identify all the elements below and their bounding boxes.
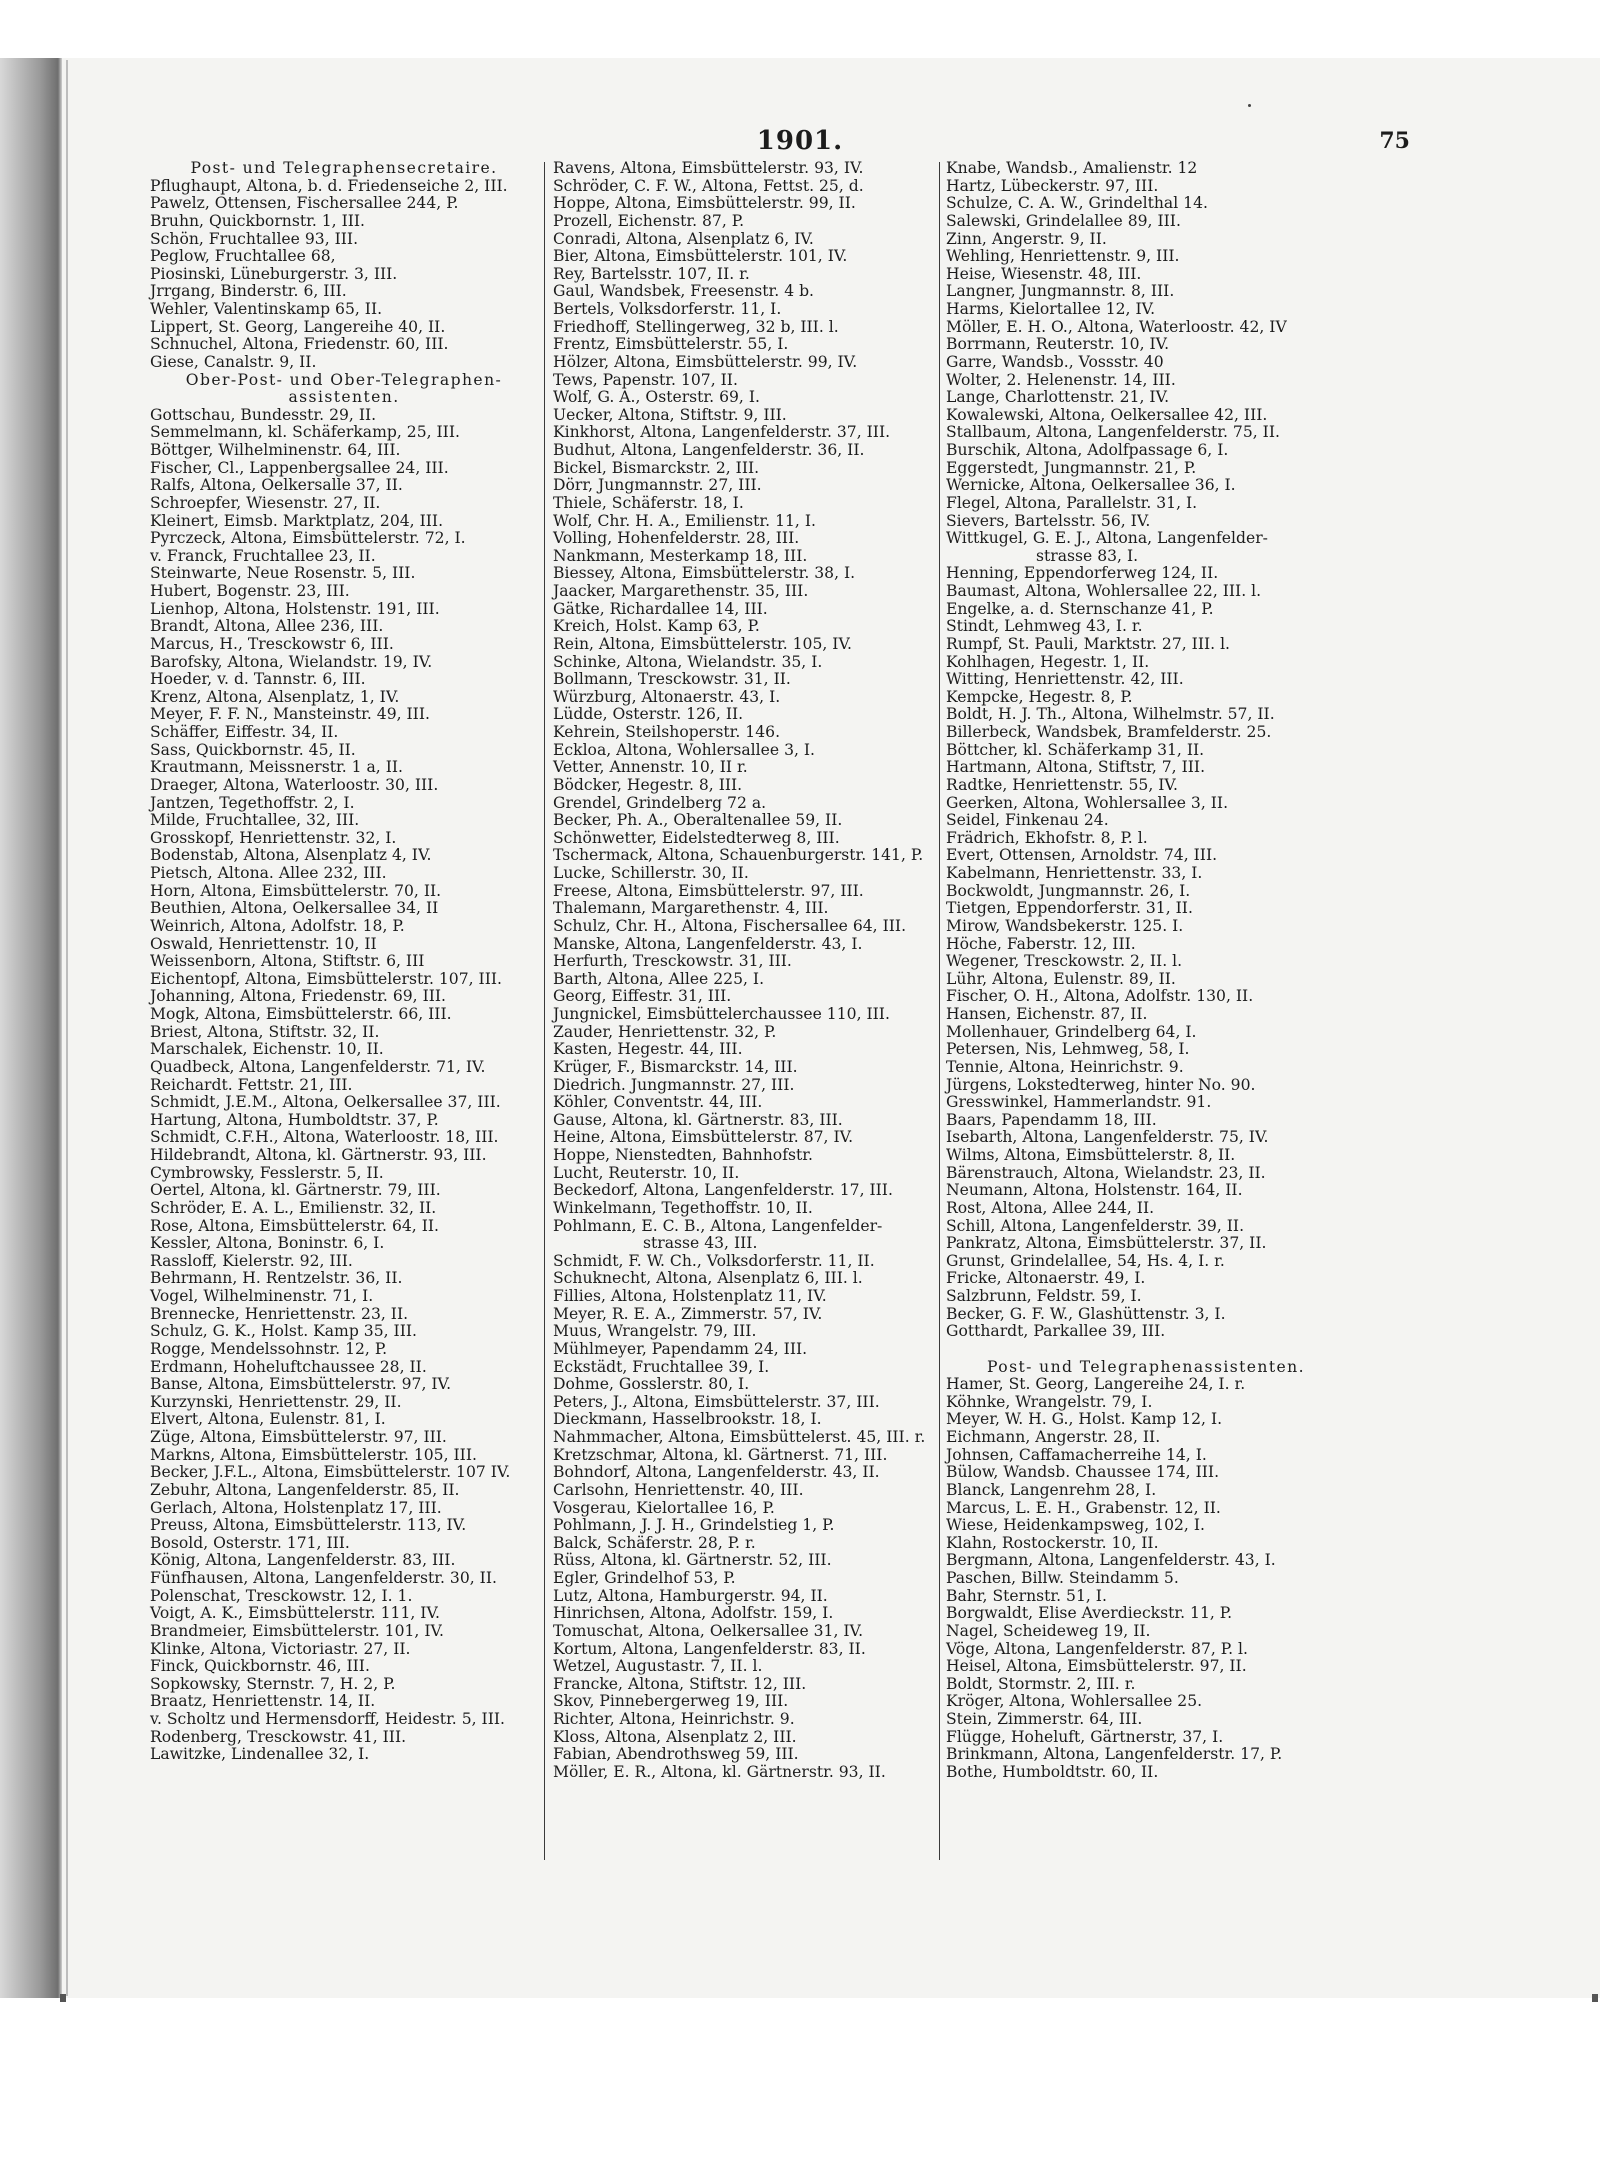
directory-entry: Oertel, Altona, kl. Gärtnerstr. 79, III. (150, 1181, 441, 1200)
directory-entry: Herfurth, Tresckowstr. 31, III. (553, 952, 792, 971)
directory-entry: Schmidt, J.E.M., Altona, Oelkersallee 37, III. (150, 1093, 501, 1112)
directory-entry: Peters, J., Altona, Eimsbüttelerstr. 37, III. (553, 1392, 880, 1411)
directory-entry: Behrmann, H. Rentzelstr. 36, II. (150, 1269, 403, 1288)
directory-entry: Rumpf, St. Pauli, Marktstr. 27, III. l. (946, 634, 1231, 653)
directory-entry: Bollmann, Tresckowstr. 31, II. (553, 670, 791, 689)
directory-entry: Briest, Altona, Stiftstr. 32, II. (150, 1022, 380, 1041)
directory-entry: Schönwetter, Eidelstedterweg 8, III. (553, 828, 840, 847)
directory-entry: Ravens, Altona, Eimsbüttelerstr. 93, IV. (553, 159, 864, 177)
directory-entry: Heine, Altona, Eimsbüttelerstr. 87, IV. (553, 1128, 854, 1147)
directory-entry: Schön, Fruchtallee 93, III. (150, 229, 359, 248)
directory-entry: Schinke, Altona, Wielandstr. 35, I. (553, 652, 823, 671)
directory-entry: Brennecke, Henriettenstr. 23, II. (150, 1304, 409, 1323)
column-left (150, 160, 538, 1764)
directory-entry: Schröder, C. F. W., Altona, Fettst. 25, d. (553, 176, 864, 195)
directory-entry: Möller, E. R., Altona, kl. Gärtnerstr. 93, II. (553, 1762, 886, 1781)
column-rule (939, 162, 940, 1860)
directory-entry: Rüss, Altona, kl. Gärtnerstr. 52, III. (553, 1551, 832, 1570)
directory-entry: Nankmann, Mesterkamp 18, III. (553, 546, 808, 565)
directory-entry: Wehling, Henriettenstr. 9, III. (946, 247, 1180, 266)
directory-entry: Becker, J.F.L., Altona, Eimsbüttelerstr. 107 IV. (150, 1463, 511, 1482)
directory-entry: Lucke, Schillerstr. 30, II. (553, 864, 749, 882)
directory-entry: Kloss, Altona, Alsenplatz 2, III. (553, 1727, 797, 1746)
directory-entry: Wittkugel, G. E. J., Altona, Langenfelder- (946, 529, 1268, 548)
directory-entry: Thiele, Schäferstr. 18, I. (553, 493, 744, 512)
directory-entry: Heisel, Altona, Eimsbüttelerstr. 97, II. (946, 1657, 1247, 1676)
directory-entry: Möller, E. H. O., Altona, Waterloostr. 42, IV (946, 317, 1287, 336)
directory-entry: Kohlhagen, Hegestr. 1, II. (946, 652, 1150, 671)
directory-entry: Lange, Charlottenstr. 21, IV. (946, 388, 1170, 407)
directory-entry: Rey, Bartelsstr. 107, II. r. (553, 264, 750, 283)
directory-entry: Prozell, Eichenstr. 87, P. (553, 211, 745, 230)
directory-entry: Garre, Wandsb., Vossstr. 40 (946, 352, 1164, 371)
directory-entry: Bothe, Humboldtstr. 60, II. (946, 1762, 1159, 1781)
directory-entry: Borrmann, Reuterstr. 10, IV. (946, 335, 1170, 354)
directory-entry: Marcus, L. E. H., Grabenstr. 12, II. (946, 1498, 1221, 1517)
directory-entry: Stallbaum, Altona, Langenfelderstr. 75, II. (946, 423, 1280, 442)
directory-entry: Grunst, Grindelallee, 54, Hs. 4, I. r. (946, 1251, 1225, 1270)
directory-entry: Schäffer, Eiffestr. 34, II. (150, 723, 339, 741)
directory-entry: Harms, Kielortallee 12, IV. (946, 300, 1156, 318)
directory-entry: Kröger, Altona, Wohlersallee 25. (946, 1692, 1203, 1711)
directory-entry: Horn, Altona, Eimsbüttelerstr. 70, II. (150, 881, 442, 900)
directory-entry: Fischer, O. H., Altona, Adolfstr. 130, II. (946, 987, 1254, 1006)
directory-entry: Wegener, Tresckowstr. 2, II. l. (946, 952, 1183, 971)
directory-entry: Lienhop, Altona, Holstenstr. 191, III. (150, 599, 440, 618)
directory-entry: Jaacker, Margarethenstr. 35, III. (553, 582, 809, 600)
directory-entry: Grosskopf, Henriettenstr. 32, I. (150, 828, 397, 847)
directory-entry: Bosold, Osterstr. 171, III. (150, 1533, 350, 1552)
directory-entry: Jürgens, Lokstedterweg, hinter No. 90. (946, 1075, 1256, 1094)
directory-entry: Hartz, Lübeckerstr. 97, III. (946, 176, 1159, 195)
directory-entry: Uecker, Altona, Stiftstr. 9, III. (553, 405, 787, 424)
directory-entry: Pankratz, Altona, Eimsbüttelerstr. 37, II. (946, 1234, 1267, 1253)
directory-entry: Hubert, Bogenstr. 23, III. (150, 582, 350, 600)
section-heading: Ober-Post- und Ober-Telegraphen- (185, 370, 503, 389)
directory-entry: Markns, Altona, Eimsbüttelerstr. 105, III. (150, 1445, 477, 1464)
directory-entry: Preuss, Altona, Eimsbüttelerstr. 113, IV. (150, 1516, 467, 1535)
directory-entry: v. Franck, Fruchtallee 23, II. (150, 546, 376, 565)
directory-entry: Klahn, Rostockerstr. 10, II. (946, 1533, 1159, 1552)
directory-entry: Pohlmann, J. J. H., Grindelstieg 1, P. (553, 1516, 835, 1535)
directory-entry: Hoppe, Nienstedten, Bahnhofstr. (553, 1146, 813, 1164)
directory-entry: Schuknecht, Altona, Alsenplatz 6, III. l. (553, 1269, 863, 1288)
directory-entry: Muus, Wrangelstr. 79, III. (553, 1322, 757, 1341)
directory-entry: Brandt, Altona, Allee 236, III. (150, 617, 384, 636)
directory-entry: Pohlmann, E. C. B., Altona, Langenfelder- (553, 1216, 883, 1235)
page-edge (66, 60, 68, 1996)
directory-entry: Gerlach, Altona, Holstenplatz 17, III. (150, 1498, 442, 1517)
directory-entry: Pyrczeck, Altona, Eimsbüttelerstr. 72, I. (150, 529, 466, 548)
directory-entry: Volling, Hohenfelderstr. 28, III. (553, 529, 800, 548)
directory-entry: Weissenborn, Altona, Stiftstr. 6, III (150, 952, 425, 971)
directory-entry: Rogge, Mendelssohnstr. 12, P. (150, 1339, 388, 1358)
directory-entry: Mühlmeyer, Papendamm 24, III. (553, 1339, 808, 1358)
directory-entry: Borgwaldt, Elise Averdieckstr. 11, P. (946, 1604, 1233, 1623)
directory-entry: Sopkowsky, Sternstr. 7, H. 2, P. (150, 1674, 396, 1693)
directory-entry: Eggerstedt, Jungmannstr. 21, P. (946, 458, 1197, 477)
directory-entry: Gotthardt, Parkallee 39, III. (946, 1322, 1166, 1341)
directory-entry: Lühr, Altona, Eulenstr. 89, II. (946, 969, 1176, 988)
section-heading: Post- und Telegraphensecretaire. (190, 159, 498, 177)
directory-entry: Sass, Quickbornstr. 45, II. (150, 740, 356, 759)
directory-entry: Bülow, Wandsb. Chaussee 174, III. (946, 1463, 1220, 1482)
directory-entry: Radtke, Henriettenstr. 55, IV. (946, 775, 1178, 794)
directory-entry: Höche, Faberstr. 12, III. (946, 934, 1136, 953)
directory-entry: Weinrich, Altona, Adolfstr. 18, P. (150, 916, 405, 935)
directory-entry: Beuthien, Altona, Oelkersallee 34, II (150, 899, 439, 918)
directory-entry: Bockwoldt, Jungmannstr. 26, I. (946, 881, 1191, 900)
directory-entry: Piosinski, Lüneburgerstr. 3, III. (150, 264, 398, 283)
directory-entry: Skov, Pinnebergerweg 19, III. (553, 1692, 789, 1711)
directory-entry: Quadbeck, Altona, Langenfelderstr. 71, IV. (150, 1057, 486, 1076)
directory-entry: Diedrich. Jungmannstr. 27, III. (553, 1075, 795, 1094)
binding-shadow (0, 58, 62, 1998)
directory-entry: Steinwarte, Neue Rosenstr. 5, III. (150, 564, 416, 583)
directory-entry: Wolf, Chr. H. A., Emilienstr. 11, I. (553, 511, 816, 530)
directory-entry: Francke, Altona, Stiftstr. 12, III. (553, 1674, 807, 1693)
directory-entry: Polenschat, Tresckowstr. 12, I. 1. (150, 1586, 413, 1605)
directory-entry: Jrrgang, Binderstr. 6, III. (150, 282, 347, 301)
directory-entry: Isebarth, Altona, Langenfelderstr. 75, IV. (946, 1128, 1269, 1147)
directory-entry: Oswald, Henriettenstr. 10, II (150, 934, 377, 953)
directory-entry: Kasten, Hegestr. 44, III. (553, 1040, 743, 1059)
directory-entry: Zinn, Angerstr. 9, II. (946, 229, 1107, 248)
directory-entry: Hartung, Altona, Humboldtstr. 37, P. (150, 1110, 439, 1129)
directory-entry: Marschalek, Eichenstr. 10, II. (150, 1040, 384, 1059)
directory-entry: Billerbeck, Wandsbek, Bramfelderstr. 25. (946, 723, 1272, 741)
directory-entry: Frentz, Eimsbüttelerstr. 55, I. (553, 335, 789, 354)
directory-entry: Schroepfer, Wiesenstr. 27, II. (150, 493, 381, 512)
directory-entry: Gause, Altona, kl. Gärtnerstr. 83, III. (553, 1110, 843, 1129)
directory-entry: Schill, Altona, Langenfelderstr. 39, II. (946, 1216, 1245, 1235)
directory-entry: Züge, Altona, Eimsbüttelerstr. 97, III. (150, 1428, 447, 1446)
directory-entry: Kurzynski, Henriettenstr. 29, II. (150, 1392, 402, 1411)
section-heading: assistenten. (288, 388, 400, 407)
section-heading: Post- und Telegraphenassistenten. (987, 1357, 1305, 1376)
directory-entry: strasse 43, III. (643, 1234, 758, 1253)
directory-entry: Voigt, A. K., Eimsbüttelerstr. 111, IV. (150, 1604, 440, 1623)
column-rule (544, 162, 545, 1860)
directory-entry: Lippert, St. Georg, Langereihe 40, II. (150, 317, 446, 336)
directory-entry: Friedhoff, Stellingerweg, 32 b, III. l. (553, 317, 839, 336)
directory-entry: Bergmann, Altona, Langenfelderstr. 43, I. (946, 1551, 1276, 1570)
directory-entry: Barofsky, Altona, Wielandstr. 19, IV. (150, 652, 433, 671)
directory-entry: strasse 83, I. (1036, 546, 1139, 565)
directory-entry: Milde, Fruchtallee, 32, III. (150, 811, 360, 830)
directory-entry: Böttcher, kl. Schäferkamp 31, II. (946, 740, 1205, 759)
directory-entry: Tomuschat, Altona, Oelkersallee 31, IV. (553, 1621, 864, 1640)
directory-entry: Carlsohn, Henriettenstr. 40, III. (553, 1480, 804, 1499)
directory-entry: Balck, Schäferstr. 28, P. r. (553, 1533, 756, 1552)
directory-entry: Salzbrunn, Feldstr. 59, I. (946, 1287, 1142, 1305)
directory-entry: Henning, Eppendorferweg 124, II. (946, 564, 1219, 583)
directory-entry: Böttger, Wilhelminenstr. 64, III. (150, 441, 401, 459)
directory-entry: Hildebrandt, Altona, kl. Gärtnerstr. 93, III. (150, 1146, 487, 1164)
directory-entry: Mollenhauer, Grindelberg 64, I. (946, 1022, 1197, 1041)
directory-entry: Pflughaupt, Altona, b. d. Friedenseiche 2, III. (150, 176, 508, 195)
directory-entry: Dieckmann, Hasselbrookstr. 18, I. (553, 1410, 822, 1429)
directory-entry: Bertels, Volksdorferstr. 11, I. (553, 300, 782, 318)
directory-entry: Hölzer, Altona, Eimsbüttelerstr. 99, IV. (553, 352, 858, 371)
directory-entry: Schmidt, F. W. Ch., Volksdorferstr. 11, II. (553, 1251, 875, 1270)
directory-entry: Ralfs, Altona, Oelkersalle 37, II. (150, 476, 403, 495)
directory-entry: Kretzschmar, Altona, kl. Gärtnerst. 71, III. (553, 1445, 888, 1464)
page-year: 1901. (756, 126, 844, 156)
directory-entry: Kabelmann, Henriettenstr. 33, I. (946, 864, 1203, 882)
directory-entry: Kleinert, Eimsb. Marktplatz, 204, III. (150, 511, 444, 530)
page-number: 75 (1379, 128, 1410, 154)
directory-entry: Giese, Canalstr. 9, II. (150, 352, 317, 371)
directory-entry: Langner, Jungmannstr. 8, III. (946, 282, 1175, 301)
directory-entry: Nagel, Scheideweg 19, II. (946, 1621, 1151, 1640)
directory-entry: Krüger, F., Bismarckstr. 14, III. (553, 1057, 798, 1076)
directory-entry: Kehrein, Steilshoperstr. 146. (553, 723, 781, 741)
directory-entry: Wetzel, Augustastr. 7, II. l. (553, 1657, 763, 1676)
directory-entry: Bärenstrauch, Altona, Wielandstr. 23, II. (946, 1163, 1266, 1182)
directory-entry: Flügge, Hoheluft, Gärtnerstr, 37, I. (946, 1727, 1224, 1746)
directory-entry: Marcus, H., Tresckowstr 6, III. (150, 634, 394, 653)
directory-entry: Wolf, G. A., Osterstr. 69, I. (553, 388, 760, 407)
directory-entry: Gottschau, Bundesstr. 29, II. (150, 405, 377, 424)
directory-entry: Würzburg, Altonaerstr. 43, I. (553, 687, 781, 706)
directory-entry: Fillies, Altona, Holstenplatz 11, IV. (553, 1287, 827, 1305)
directory-entry: Richter, Altona, Heinrichstr. 9. (553, 1710, 795, 1728)
directory-entry: Biessey, Altona, Eimsbüttelerstr. 38, I. (553, 564, 856, 583)
directory-entry: Fischer, Cl., Lappenbergsallee 24, III. (150, 458, 449, 477)
directory-entry: Stindt, Lehmweg 43, I. r. (946, 617, 1143, 636)
directory-entry: Rodenberg, Tresckowstr. 41, III. (150, 1727, 407, 1746)
directory-entry: Finck, Quickbornstr. 46, III. (150, 1657, 370, 1676)
directory-entry: Tschermack, Altona, Schauenburgerstr. 141, P. (553, 846, 924, 865)
directory-entry: Dohme, Gosslerstr. 80, I. (553, 1375, 750, 1394)
directory-entry: Hoppe, Altona, Eimsbüttelerstr. 99, II. (553, 194, 856, 213)
directory-entry: Frädrich, Ekhofstr. 8, P. l. (946, 828, 1148, 847)
directory-entry: Bruhn, Quickbornstr. 1, III. (150, 211, 366, 230)
directory-entry: Tennie, Altona, Heinrichstr. 9. (946, 1057, 1184, 1076)
directory-entry: Bodenstab, Altona, Alsenplatz 4, IV. (150, 846, 432, 865)
directory-entry: Blanck, Langenrehm 28, I. (946, 1480, 1157, 1499)
directory-entry: Wernicke, Altona, Oelkersallee 36, I. (946, 476, 1236, 495)
directory-entry: Hinrichsen, Altona, Adolfstr. 159, I. (553, 1604, 834, 1623)
directory-entry: Lutz, Altona, Hamburgerstr. 94, II. (553, 1586, 828, 1605)
directory-entry: Freese, Altona, Eimsbüttelerstr. 97, III. (553, 881, 864, 900)
directory-entry: Vogel, Wilhelminenstr. 71, I. (150, 1287, 374, 1305)
directory-entry: Mirow, Wandsbekerstr. 125. I. (946, 916, 1184, 935)
directory-entry: Barth, Altona, Allee 225, I. (553, 969, 765, 988)
directory-entry: Schmidt, C.F.H., Altona, Waterloostr. 18, III. (150, 1128, 499, 1147)
directory-entry: Rassloff, Kielerstr. 92, III. (150, 1251, 353, 1270)
directory-entry: Eckstädt, Fruchtallee 39, I. (553, 1357, 770, 1376)
directory-entry: Boldt, H. J. Th., Altona, Wilhelmstr. 57, II. (946, 705, 1275, 724)
directory-entry: Cymbrowsky, Fesslerstr. 5, II. (150, 1163, 384, 1182)
directory-entry: Bahr, Sternstr. 51, I. (946, 1586, 1107, 1605)
directory-entry: Schröder, E. A. L., Emilienstr. 32, II. (150, 1198, 437, 1217)
directory-entry: Heise, Wiesenstr. 48, III. (946, 264, 1142, 283)
directory-entry: Kowalewski, Altona, Oelkersallee 42, III. (946, 405, 1268, 424)
directory-entry: Burschik, Altona, Adolfpassage 6, I. (946, 441, 1229, 459)
directory-entry: Thalemann, Margarethenstr. 4, III. (553, 899, 829, 918)
directory-entry: Zauder, Henriettenstr. 32, P. (553, 1022, 777, 1041)
directory-entry: Salewski, Grindelallee 89, III. (946, 211, 1181, 230)
directory-entry: Tietgen, Eppendorferstr. 31, II. (946, 899, 1193, 918)
directory-entry: Wolter, 2. Helenenstr. 14, III. (946, 370, 1176, 389)
directory-entry: Bödcker, Hegestr. 8, III. (553, 775, 743, 794)
directory-entry: Manske, Altona, Langenfelderstr. 43, I. (553, 934, 863, 953)
directory-entry: Engelke, a. d. Sternschanze 41, P. (946, 599, 1214, 618)
directory-entry: Meyer, R. E. A., Zimmerstr. 57, IV. (553, 1304, 823, 1323)
directory-entry: Baumast, Altona, Wohlersallee 22, III. l. (946, 582, 1262, 600)
directory-entry: Köhler, Conventstr. 44, III. (553, 1093, 763, 1112)
directory-entry: Tews, Papenstr. 107, II. (553, 370, 738, 389)
directory-entry: Klinke, Altona, Victoriastr. 27, II. (150, 1639, 411, 1658)
directory-entry: Knabe, Wandsb., Amalienstr. 12 (946, 159, 1198, 177)
directory-entry: Becker, G. F. W., Glashüttenstr. 3, I. (946, 1304, 1226, 1323)
directory-entry: Beckedorf, Altona, Langenfelderstr. 17, III. (553, 1181, 893, 1200)
directory-entry: Stein, Zimmerstr. 64, III. (946, 1710, 1143, 1728)
directory-entry: Meyer, F. F. N., Mansteinstr. 49, III. (150, 705, 430, 724)
directory-entry: Gresswinkel, Hammerlandstr. 91. (946, 1093, 1212, 1112)
directory-entry: Semmelmann, kl. Schäferkamp, 25, III. (150, 423, 460, 442)
scan-mark (1592, 1994, 1598, 2002)
directory-entry: Paschen, Billw. Steindamm 5. (946, 1569, 1179, 1587)
directory-entry: Bickel, Bismarckstr. 2, III. (553, 458, 760, 477)
directory-entry: Flegel, Altona, Parallelstr. 31, I. (946, 493, 1198, 512)
directory-entry: Vosgerau, Kielortallee 16, P. (553, 1498, 775, 1517)
dust-speck (1248, 104, 1251, 107)
directory-entry: Dörr, Jungmannstr. 27, III. (553, 476, 762, 495)
directory-entry: Gaul, Wandsbek, Freesenstr. 4 b. (553, 282, 815, 301)
directory-entry: Hoeder, v. d. Tannstr. 6, III. (150, 670, 366, 689)
directory-entry: Rost, Altona, Allee 244, II. (946, 1198, 1155, 1217)
directory-entry: v. Scholtz und Hermensdorff, Heidestr. 5, III. (150, 1710, 505, 1728)
directory-entry: Eichmann, Angerstr. 28, II. (946, 1428, 1161, 1446)
directory-entry: König, Altona, Langenfelderstr. 83, III. (150, 1551, 456, 1570)
directory-entry: Pawelz, Ottensen, Fischersallee 244, P. (150, 194, 459, 213)
column-middle (553, 160, 933, 1782)
directory-entry: Petersen, Nis, Lehmweg, 58, I. (946, 1040, 1190, 1059)
directory-entry: Wiese, Heidenkampsweg, 102, I. (946, 1516, 1205, 1535)
directory-entry: Fünfhausen, Altona, Langenfelderstr. 30, II. (150, 1569, 497, 1587)
directory-entry: Baars, Papendamm 18, III. (946, 1110, 1157, 1129)
directory-entry: Peglow, Fruchtallee 68, (150, 247, 336, 266)
directory-entry: Eichentopf, Altona, Eimsbüttelerstr. 107, III. (150, 969, 502, 988)
directory-entry: Braatz, Henriettenstr. 14, II. (150, 1692, 376, 1711)
directory-entry: Gätke, Richardallee 14, III. (553, 599, 768, 618)
directory-entry: Hartmann, Altona, Stiftstr, 7, III. (946, 758, 1206, 777)
directory-entry: Neumann, Altona, Holstenstr. 164, II. (946, 1181, 1243, 1200)
directory-entry: Rose, Altona, Eimsbüttelerstr. 64, II. (150, 1216, 440, 1235)
directory-entry: Kinkhorst, Altona, Langenfelderstr. 37, III. (553, 423, 891, 442)
directory-entry: Banse, Altona, Eimsbüttelerstr. 97, IV. (150, 1375, 452, 1394)
directory-entry: Pietsch, Altona. Allee 232, III. (150, 864, 387, 882)
directory-entry: Erdmann, Hoheluftchaussee 28, II. (150, 1357, 427, 1376)
directory-entry: Kempcke, Hegestr. 8, P. (946, 687, 1133, 706)
directory-entry: Schnuchel, Altona, Friedenstr. 60, III. (150, 335, 449, 354)
directory-entry: Vöge, Altona, Langenfelderstr. 87, P. l. (946, 1639, 1248, 1658)
directory-entry: Geerken, Altona, Wohlersallee 3, II. (946, 793, 1229, 812)
directory-entry: Bohndorf, Altona, Langenfelderstr. 43, II. (553, 1463, 880, 1482)
directory-entry: Krautmann, Meissnerstr. 1 a, II. (150, 758, 403, 777)
directory-entry: Fricke, Altonaerstr. 49, I. (946, 1269, 1146, 1288)
directory-entry: Georg, Eiffestr. 31, III. (553, 987, 732, 1006)
directory-entry: Nahmmacher, Altona, Eimsbüttelerst. 45, III. r. (553, 1428, 926, 1446)
directory-entry: Kreich, Holst. Kamp 63, P. (553, 617, 760, 636)
directory-entry: Winkelmann, Tegethoffstr. 10, II. (553, 1198, 813, 1217)
directory-entry: Boldt, Stormstr. 2, III. r. (946, 1674, 1136, 1693)
directory-entry: Brinkmann, Altona, Langenfelderstr. 17, P. (946, 1745, 1283, 1764)
directory-entry: Witting, Henriettenstr. 42, III. (946, 670, 1184, 689)
directory-entry: Egler, Grindelhof 53, P. (553, 1569, 736, 1587)
directory-entry: Schulze, C. A. W., Grindelthal 14. (946, 194, 1208, 213)
directory-entry: Schulz, G. K., Holst. Kamp 35, III. (150, 1322, 417, 1341)
directory-entry: Johnsen, Caffamacherreihe 14, I. (946, 1445, 1207, 1464)
directory-entry: Reichardt. Fettstr. 21, III. (150, 1075, 353, 1094)
directory-entry: Lüdde, Osterstr. 126, II. (553, 705, 744, 724)
directory-entry: Köhnke, Wrangelstr. 79, I. (946, 1392, 1153, 1411)
directory-entry: Brandmeier, Eimsbüttelerstr. 101, IV. (150, 1621, 444, 1640)
directory-entry: Wehler, Valentinskamp 65, II. (150, 300, 383, 318)
directory-entry: Krenz, Altona, Alsenplatz, 1, IV. (150, 687, 400, 706)
column-right (946, 160, 1346, 1782)
directory-entry: Rein, Altona, Eimsbüttelerstr. 105, IV. (553, 634, 852, 653)
directory-entry: Lucht, Reuterstr. 10, II. (553, 1163, 740, 1182)
directory-entry: Draeger, Altona, Waterloostr. 30, III. (150, 775, 439, 794)
directory-entry: Johanning, Altona, Friedenstr. 69, III. (150, 987, 447, 1006)
directory-entry: Hamer, St. Georg, Langereihe 24, I. r. (946, 1375, 1246, 1394)
directory-entry: Becker, Ph. A., Oberaltenallee 59, II. (553, 811, 843, 830)
directory-entry: Kortum, Altona, Langenfelderstr. 83, II. (553, 1639, 866, 1658)
directory-entry: Meyer, W. H. G., Holst. Kamp 12, I. (946, 1410, 1223, 1429)
directory-entry: Jungnickel, Eimsbüttelerchaussee 110, III. (553, 1005, 890, 1023)
directory-entry: Schulz, Chr. H., Altona, Fischersallee 64, III. (553, 916, 907, 935)
directory-entry: Bier, Altona, Eimsbüttelerstr. 101, IV. (553, 247, 848, 266)
directory-entry: Evert, Ottensen, Arnoldstr. 74, III. (946, 846, 1218, 865)
directory-entry: Mogk, Altona, Eimsbüttelerstr. 66, III. (150, 1005, 452, 1023)
directory-entry: Jantzen, Tegethoffstr. 2, I. (150, 793, 355, 812)
directory-entry: Budhut, Altona, Langenfelderstr. 36, II. (553, 441, 865, 459)
section-spacer (946, 1341, 1346, 1359)
directory-entry: Conradi, Altona, Alsenplatz 6, IV. (553, 229, 814, 248)
directory-entry: Hansen, Eichenstr. 87, II. (946, 1005, 1148, 1023)
directory-entry: Zebuhr, Altona, Langenfelderstr. 85, II. (150, 1480, 460, 1499)
directory-entry: Eckloa, Altona, Wohlersallee 3, I. (553, 740, 816, 759)
directory-entry: Lawitzke, Lindenallee 32, I. (150, 1745, 370, 1764)
directory-entry: Sievers, Bartelsstr. 56, IV. (946, 511, 1151, 530)
directory-entry: Wilms, Altona, Eimsbüttelerstr. 8, II. (946, 1146, 1236, 1164)
directory-entry: Fabian, Abendrothsweg 59, III. (553, 1745, 799, 1764)
directory-entry: Vetter, Annenstr. 10, II r. (553, 758, 748, 777)
directory-entry: Kessler, Altona, Boninstr. 6, I. (150, 1234, 385, 1253)
directory-entry: Elvert, Altona, Eulenstr. 81, I. (150, 1410, 386, 1429)
page-header (140, 118, 1410, 158)
directory-entry: Grendel, Grindelberg 72 a. (553, 793, 767, 812)
directory-entry: Seidel, Finkenau 24. (946, 811, 1109, 830)
scan-mark (60, 1994, 66, 2002)
